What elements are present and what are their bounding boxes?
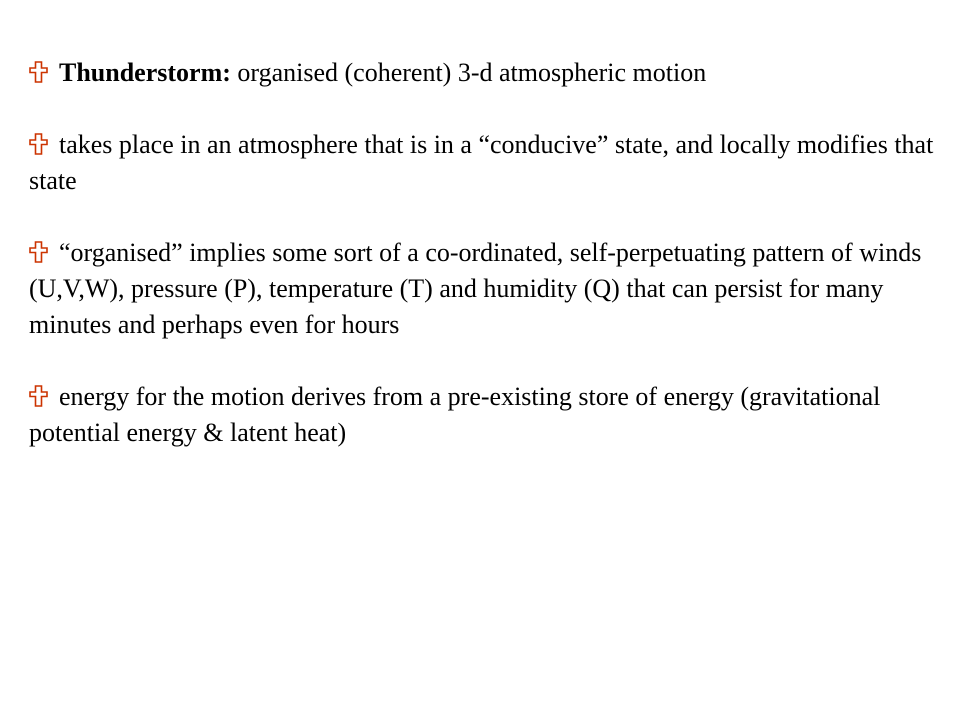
bullet-item-conducive-state [29, 127, 934, 199]
bullet-text: takes place in an atmosphere that is in a “conducive” state, and locally modifies that state [29, 130, 934, 195]
cross-bullet-icon [29, 235, 59, 271]
bullet-item-energy [29, 379, 934, 451]
bullet-text: “organised” implies some sort of a co-ordinated, self-perpetuating pattern of winds (U,V,W), pressure (P), temperature (T) and humidity (Q) that can persist for many minutes and perhaps even for hours [29, 238, 922, 339]
bullet-term: Thunderstorm: [59, 58, 231, 87]
cross-bullet-icon [29, 127, 59, 163]
bullet-item-definition [29, 55, 934, 91]
cross-bullet-icon [29, 55, 59, 91]
bullet-item-organised [29, 235, 934, 343]
bullet-text: organised (coherent) 3-d atmospheric motion [230, 58, 707, 87]
cross-bullet-icon [29, 379, 59, 415]
bullet-list [29, 55, 934, 451]
bullet-text: energy for the motion derives from a pre-existing store of energy (gravitational potential energy & latent heat) [29, 382, 881, 447]
